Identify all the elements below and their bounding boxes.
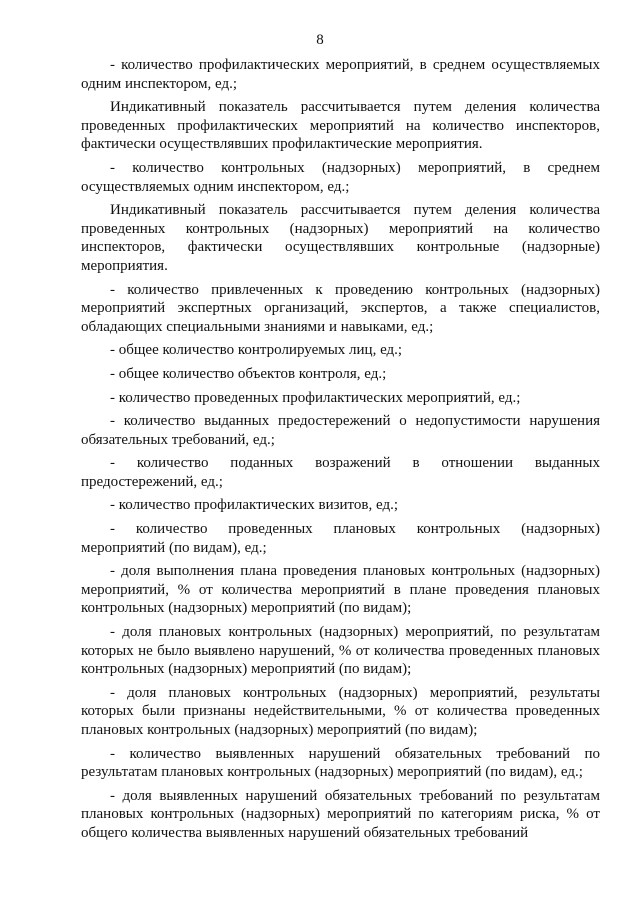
paragraph: - количество профилактических мероприятий, в среднем осуществляемых одним инспектором, ед.; — [81, 57, 600, 92]
paragraph: Индикативный показатель рассчитывается путем деления количества проведенных контрольных (надзорных) мероприятий на количество инспекторов, фактически осуществлявших контрольные (надзорные) мероприятия. — [81, 202, 600, 274]
paragraph: - доля выполнения плана проведения плановых контрольных (надзорных) мероприятий, % от количества мероприятий в плане проведения плановых контрольных (надзорных) мероприятий (по видам); — [81, 563, 600, 617]
page-number: 8 — [316, 32, 324, 48]
paragraph: - количество выданных предостережений о недопустимости нарушения обязательных требований, ед.; — [81, 413, 600, 448]
paragraph: - доля плановых контрольных (надзорных) мероприятий, результаты которых были признаны недействительными, % от количества проведенных плановых контрольных (надзорных) мероприятий (по видам); — [81, 684, 600, 738]
paragraph: - количество поданных возражений в отношении выданных предостережений, ед.; — [81, 455, 600, 490]
paragraph: - количество выявленных нарушений обязательных требований по результатам плановых контрольных (надзорных) мероприятий (по видам), ед.; — [81, 745, 600, 781]
paragraph: - общее количество объектов контроля, ед.; — [110, 365, 387, 382]
paragraph: - количество проведенных плановых контрольных (надзорных) мероприятий (по видам), ед.; — [81, 521, 600, 556]
paragraph: - количество проведенных профилактических мероприятий, ед.; — [110, 389, 521, 406]
paragraph: - доля плановых контрольных (надзорных) мероприятий, по результатам которых не было выявлено нарушений, % от количества проведенных плановых контрольных (надзорных) мероприятий (по видам); — [81, 624, 600, 678]
paragraph: Индикативный показатель рассчитывается путем деления количества проведенных профилактических мероприятий на количество инспекторов, фактически осуществлявших профилактические мероприятия. — [81, 99, 600, 153]
paragraph: - доля выявленных нарушений обязательных требований по результатам плановых контрольных (надзорных) мероприятий по категориям риска, % от общего количества выявленных нарушений обязательных требований — [81, 787, 600, 841]
document-body — [81, 56, 600, 848]
paragraph: - количество контрольных (надзорных) мероприятий, в среднем осуществляемых одним инспектором, ед.; — [81, 159, 600, 195]
paragraph: - количество привлеченных к проведению контрольных (надзорных) мероприятий экспертных организаций, экспертов, а также специалистов, обладающих специальными знаниями и навыками, ед.; — [81, 281, 600, 335]
paragraph: - общее количество контролируемых лиц, ед.; — [110, 342, 403, 359]
paragraph: - количество профилактических визитов, ед.; — [110, 497, 399, 514]
